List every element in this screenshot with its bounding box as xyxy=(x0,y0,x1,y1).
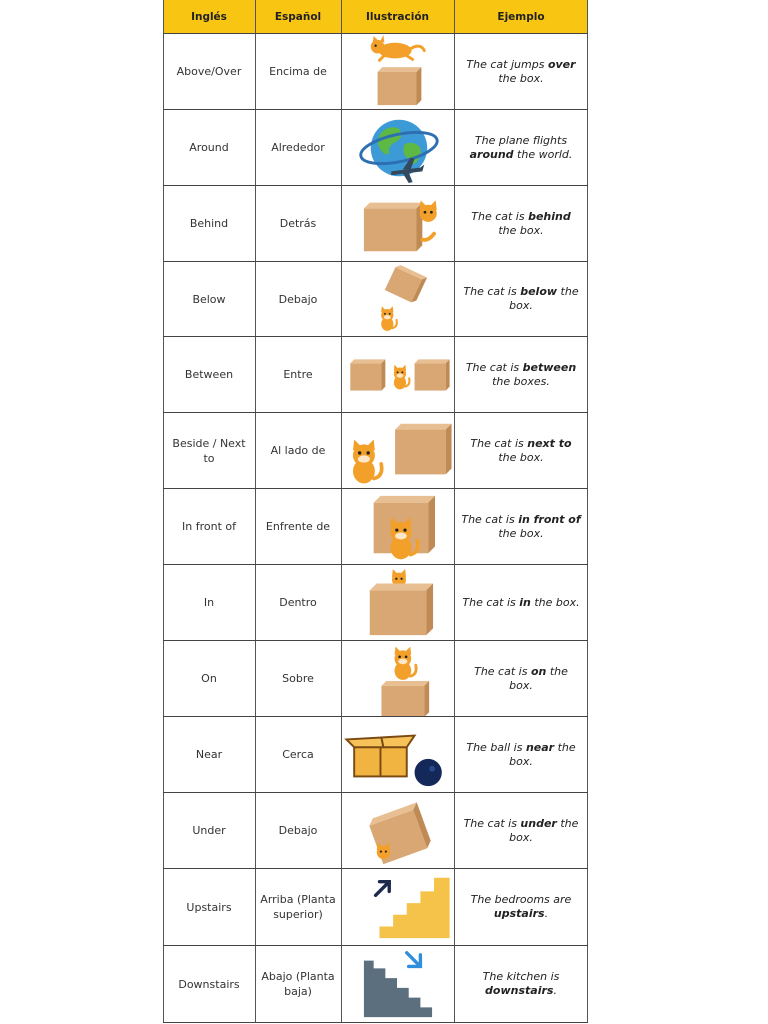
header-example: Ejemplo xyxy=(497,10,545,23)
example-text: the box. xyxy=(498,526,544,540)
example-text: The bedrooms are xyxy=(470,893,572,906)
illustration-cat-next-to-box xyxy=(342,413,454,488)
english-preposition: In xyxy=(203,596,215,609)
english-preposition: In front of xyxy=(182,520,236,533)
cell-english xyxy=(167,186,251,261)
example-text: the box. xyxy=(498,71,544,85)
example-sentence xyxy=(461,893,581,921)
cell-english xyxy=(167,34,251,109)
english-preposition: Around xyxy=(189,141,229,154)
cell-example xyxy=(455,565,587,640)
example-sentence xyxy=(461,817,581,845)
prepositions-table xyxy=(163,0,588,1023)
grid-row-line xyxy=(163,33,588,34)
cell-english xyxy=(167,946,251,1022)
spanish-preposition: Dentro xyxy=(279,596,317,609)
stairs-down-arrow-icon xyxy=(343,947,453,1021)
spanish-preposition: Debajo xyxy=(278,824,318,837)
spanish-preposition: Cerca xyxy=(282,748,314,761)
example-text: The kitchen is xyxy=(482,970,560,983)
grid-column-line xyxy=(255,0,256,1023)
grid-row-line xyxy=(163,488,588,489)
cell-spanish xyxy=(259,337,337,412)
cell-spanish xyxy=(259,413,337,488)
grid-row-line xyxy=(163,640,588,641)
cat-shape xyxy=(395,646,417,679)
grid-column-line xyxy=(163,0,164,1023)
example-keyword: around xyxy=(469,147,514,161)
header-spanish: Español xyxy=(274,10,322,23)
grid-row-line xyxy=(163,185,588,186)
cell-spanish xyxy=(259,489,337,564)
example-sentence xyxy=(461,741,581,769)
spanish-preposition: Al lado de xyxy=(270,444,326,457)
cat-between-boxes-icon xyxy=(343,338,453,412)
cell-example xyxy=(455,946,587,1022)
illustration-plane-around-globe xyxy=(342,110,454,185)
cell-example xyxy=(455,34,587,109)
arrow-down-right-shape xyxy=(407,953,421,967)
cat-on-box-icon xyxy=(343,642,453,716)
grid-row-line xyxy=(163,564,588,565)
illustration-cat-behind-box xyxy=(342,186,454,261)
cell-english xyxy=(167,489,251,564)
example-keyword: in front of xyxy=(518,512,581,526)
grid-column-line xyxy=(454,0,455,1023)
grid-row-line xyxy=(163,109,588,110)
cell-english xyxy=(167,717,251,792)
box-shape xyxy=(385,264,427,304)
cell-spanish xyxy=(259,869,337,945)
cell-spanish xyxy=(259,262,337,336)
cell-spanish xyxy=(259,946,337,1022)
example-keyword: over xyxy=(547,57,576,71)
cell-english xyxy=(167,262,251,336)
illustration-stairs-down-arrow xyxy=(342,946,454,1022)
box-shape xyxy=(381,680,429,715)
example-sentence xyxy=(461,665,581,693)
ball-shape xyxy=(415,758,442,785)
cell-example xyxy=(455,186,587,261)
example-sentence xyxy=(461,285,581,313)
illustration-cat-in-box xyxy=(342,565,454,640)
illustration-stairs-up-arrow xyxy=(342,869,454,945)
illustration-cat-below-box xyxy=(342,262,454,336)
example-keyword: downstairs xyxy=(485,984,554,997)
example-sentence xyxy=(461,970,581,998)
arrow-up-right-shape xyxy=(376,882,390,896)
box-shape xyxy=(367,802,432,864)
spanish-preposition: Arriba (Planta superior) xyxy=(260,893,336,921)
cell-spanish xyxy=(259,565,337,640)
globe-shape xyxy=(358,119,440,175)
example-text: The plane flights xyxy=(474,133,568,147)
cat-behind-box-icon xyxy=(343,187,453,261)
example-text: The cat is xyxy=(462,595,520,609)
cell-english xyxy=(167,869,251,945)
example-text: The cat is xyxy=(474,664,531,678)
example-sentence xyxy=(462,596,579,610)
example-text: the boxes. xyxy=(492,374,550,388)
illustration-cat-jumping-over-box xyxy=(342,34,454,109)
example-keyword: between xyxy=(522,360,577,374)
cell-spanish xyxy=(259,186,337,261)
box-shape xyxy=(415,359,450,390)
example-keyword: in xyxy=(519,595,531,609)
grid-row-line xyxy=(163,792,588,793)
example-sentence xyxy=(461,134,581,162)
cell-example xyxy=(455,413,587,488)
cat-tail-shape xyxy=(422,233,434,239)
cat-under-box-icon xyxy=(343,794,453,868)
header-english: Inglés xyxy=(191,10,227,23)
example-text: The cat jumps xyxy=(466,57,548,71)
box-shape xyxy=(350,359,385,390)
grid-row-line xyxy=(163,1022,588,1023)
cell-english xyxy=(167,110,251,185)
cat-shape xyxy=(394,364,410,389)
example-sentence xyxy=(461,361,581,389)
spanish-preposition: Debajo xyxy=(278,292,318,306)
stairs-up-arrow-icon xyxy=(343,870,453,944)
grid-row-line xyxy=(163,716,588,717)
english-preposition: Upstairs xyxy=(186,900,232,914)
grid-column-line xyxy=(341,0,342,1023)
english-preposition: Behind xyxy=(189,217,229,230)
cell-example xyxy=(455,337,587,412)
example-text: The cat is xyxy=(461,512,519,526)
box-shape xyxy=(364,202,422,251)
cat-jumping-over-box-icon xyxy=(343,35,453,109)
cell-spanish xyxy=(259,793,337,868)
example-text: the box. xyxy=(498,223,544,237)
english-preposition: On xyxy=(201,672,217,685)
example-text: the box. xyxy=(530,595,580,609)
cell-example xyxy=(455,641,587,716)
cell-english xyxy=(167,641,251,716)
example-sentence xyxy=(461,58,581,86)
illustration-cat-in-front-of-box xyxy=(342,489,454,564)
cell-spanish xyxy=(259,34,337,109)
english-preposition: Below xyxy=(192,292,226,306)
example-keyword: near xyxy=(525,740,555,754)
example-text: The cat is xyxy=(470,436,528,450)
grid-row-line xyxy=(163,945,588,946)
cell-english xyxy=(167,413,251,488)
cell-english xyxy=(167,337,251,412)
example-text: the box. xyxy=(509,740,576,768)
spanish-preposition: Sobre xyxy=(282,672,314,685)
spanish-preposition: Abajo (Planta baja) xyxy=(261,970,335,998)
example-text: The cat is xyxy=(465,360,523,374)
illustration-cat-between-boxes xyxy=(342,337,454,412)
example-sentence xyxy=(461,437,581,465)
english-preposition: Beside / Next to xyxy=(172,436,246,465)
example-text: The cat is xyxy=(471,209,529,223)
example-keyword: on xyxy=(530,664,547,678)
example-keyword: next to xyxy=(527,436,572,450)
english-preposition: Between xyxy=(184,368,234,381)
example-keyword: upstairs xyxy=(493,907,545,920)
cell-example xyxy=(455,489,587,564)
cat-in-box-icon xyxy=(343,566,453,640)
example-text: . xyxy=(544,907,549,920)
example-text: the box. xyxy=(498,450,544,464)
example-keyword: behind xyxy=(528,209,571,223)
english-preposition: Under xyxy=(192,824,226,837)
example-text: The cat is xyxy=(463,285,521,298)
box-shape xyxy=(370,583,433,635)
spanish-preposition: Enfrente de xyxy=(265,520,331,533)
cat-in-front-of-box-icon xyxy=(343,490,453,564)
spanish-preposition: Entre xyxy=(283,368,313,381)
example-text: . xyxy=(553,984,557,997)
example-keyword: below xyxy=(520,285,558,298)
cell-spanish xyxy=(259,641,337,716)
plane-around-globe-icon xyxy=(343,111,453,185)
english-preposition: Near xyxy=(195,748,223,761)
cell-example xyxy=(455,717,587,792)
ball-near-open-box-icon xyxy=(343,718,453,792)
example-keyword: under xyxy=(520,816,557,830)
cat-next-to-box-icon xyxy=(343,414,453,488)
example-text: the world. xyxy=(513,147,573,161)
cell-spanish xyxy=(259,110,337,185)
cell-english xyxy=(167,793,251,868)
example-text: The ball is xyxy=(466,740,526,754)
cell-english xyxy=(167,565,251,640)
cat-shape xyxy=(381,306,397,331)
illustration-cat-on-box xyxy=(342,641,454,716)
example-text: the box. xyxy=(509,285,579,312)
example-sentence xyxy=(461,210,581,238)
open-box-shape xyxy=(346,735,414,776)
english-preposition: Above/Over xyxy=(176,65,242,78)
box-shape xyxy=(378,67,422,105)
spanish-preposition: Alrededor xyxy=(271,141,325,154)
grid-column-line xyxy=(587,0,588,1023)
cell-example xyxy=(455,869,587,945)
jumping-cat-shape xyxy=(371,35,425,60)
english-preposition: Downstairs xyxy=(178,977,240,991)
grid-row-line xyxy=(163,868,588,869)
example-text: the box. xyxy=(509,664,568,692)
stairs-shape xyxy=(364,961,432,1017)
cat-head-shape xyxy=(420,200,437,221)
cell-example xyxy=(455,793,587,868)
example-text: The cat is xyxy=(463,816,521,830)
grid-row-line xyxy=(163,336,588,337)
example-text: the box. xyxy=(509,816,579,844)
illustration-ball-near-open-box xyxy=(342,717,454,792)
spanish-preposition: Encima de xyxy=(269,65,327,78)
header-illustration: Ilustración xyxy=(365,10,430,23)
cat-shape xyxy=(353,439,382,483)
grid-row-line xyxy=(163,412,588,413)
table-header xyxy=(163,0,588,33)
box-shape xyxy=(395,423,451,474)
spanish-preposition: Detrás xyxy=(279,217,317,230)
cat-below-box-icon xyxy=(343,262,453,336)
grid-row-line xyxy=(163,261,588,262)
cell-example xyxy=(455,262,587,336)
cell-example xyxy=(455,110,587,185)
illustration-cat-under-box xyxy=(342,793,454,868)
example-sentence xyxy=(461,513,581,541)
cell-spanish xyxy=(259,717,337,792)
